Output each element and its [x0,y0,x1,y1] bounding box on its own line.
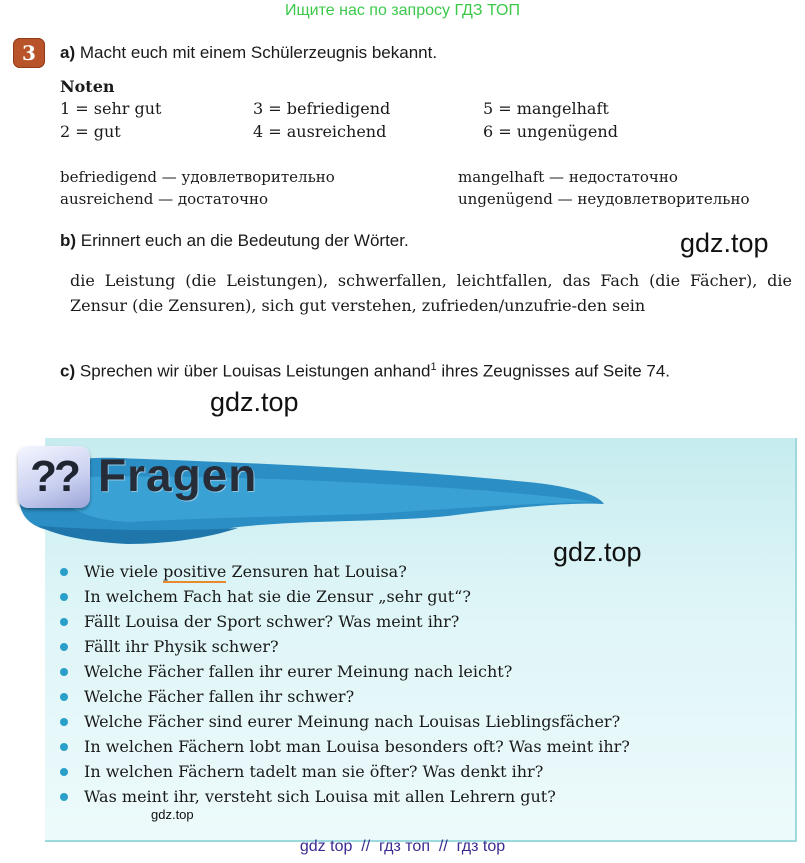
grade-4: 4 = ausreichend [253,122,387,141]
footer-links[interactable]: gdz top // гдз топ // гдз top [299,838,506,855]
question-marks-text: ?? [30,452,78,501]
grade-2: 2 = gut [60,122,121,141]
question-10: Was meint ihr, versteht sich Louisa mit allen Lehrern gut? [56,784,630,809]
grade-6: 6 = ungenügend [483,122,618,141]
translation-mangelhaft: mangelhaft — недостаточно [458,168,678,186]
task-c-instruction [60,361,670,382]
task-c-text-2: ihres Zeugnisses auf Seite 74. [436,361,671,381]
question-3: Fällt Louisa der Sport schwer? Was meint ihr? [56,609,630,634]
noten-heading: Noten [60,77,115,96]
grade-3: 3 = befriedigend [253,99,391,118]
question-6: Welche Fächer fallen ihr schwer? [56,684,630,709]
task-number-badge: 3 [13,38,45,68]
top-banner[interactable]: Ищите нас по запросу ГДЗ ТОП [285,2,520,19]
task-b-label: b) [60,231,77,250]
question-8: In welchen Fächern lobt man Louisa besonders oft? Was meint ihr? [56,734,630,759]
watermark-2: gdz.top [210,387,299,417]
question-5: Welche Fächer fallen ihr eurer Meinung nach leicht? [56,659,630,684]
question-7: Welche Fächer sind eurer Meinung nach Louisas Lieblingsfächer? [56,709,630,734]
footnote-marker: 1 [430,361,437,373]
watermark-1: gdz.top [680,228,769,258]
task-b-text: Erinnert euch an die Bedeutung der Wörter. [80,231,409,250]
task-a-instruction [60,43,437,63]
underlined-word-positive: positive [163,562,227,581]
vocabulary-words: die Leistung (die Leistungen), schwerfallen, leichtfallen, das Fach (die Fächer), die Zensur (die Zensuren), sich gut verstehen, zufrieden/unzufrie-den sein [70,271,792,315]
translation-befriedigend: befriedigend — удовлетворительно [60,168,335,186]
question-9: In welchen Fächern tadelt man sie öfter? Was denkt ihr? [56,759,630,784]
question-marks-icon [18,446,90,508]
watermark-4: gdz.top [151,807,194,822]
grade-1: 1 = sehr gut [60,99,162,118]
question-1-post: Zensuren hat Louisa? [226,562,407,581]
translation-ausreichend: ausreichend — достаточно [60,190,269,208]
translation-ungenuegend: ungenügend — неудовлетворительно [458,190,750,208]
question-1 [56,559,630,584]
watermark-3: gdz.top [553,537,642,567]
grade-5: 5 = mangelhaft [483,99,609,118]
task-c-label: c) [60,361,76,381]
task-c-text-1: Sprechen wir über Louisas Leistungen anhand [79,361,431,381]
task-a-label: a) [60,43,76,62]
fragen-title: Fragen [98,449,258,501]
task-a-text: Macht euch mit einem Schülerzeugnis bekannt. [79,43,438,62]
question-4: Fällt ihr Physik schwer? [56,634,630,659]
question-1-pre: Wie viele [84,562,164,581]
task-b-instruction [60,231,409,251]
questions-list [56,559,630,809]
question-2: In welchem Fach hat sie die Zensur „sehr gut“? [56,584,630,609]
